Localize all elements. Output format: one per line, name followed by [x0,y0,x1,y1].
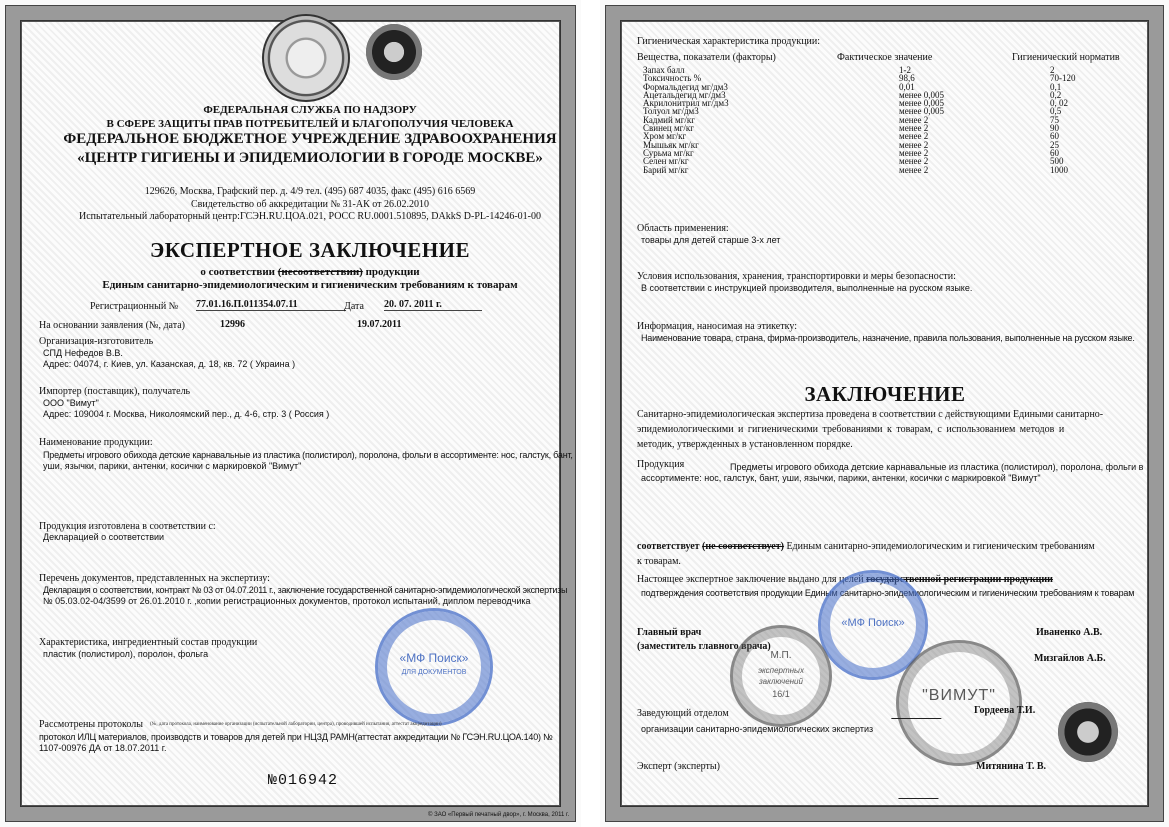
manufacturer-address: Адрес: 04074, г. Киев, ул. Казанская, д. 18, кв. 72 ( Украина ) [43,359,296,369]
registration-number: 77.01.16.П.011354.07.11 [196,299,346,311]
seal-emblem-icon [366,24,422,80]
conclusion-line-2: эпидемиологическими и гигиеническими требованиями к товарам, с использованием методов и [637,424,1065,435]
document-subtitle [40,266,580,278]
chief-name-2: Мизгайлов А.Б. [1034,653,1106,664]
application-number: 12996 [220,319,245,330]
experts-stamp-icon [730,625,832,727]
row-actual: менее 2 [899,114,929,125]
protocols-line-2: 1107-00976 ДА от 18.07.2011 г. [39,743,167,753]
row-name: Мышьяк мг/кг [643,139,699,150]
row-name: Запах балл [643,65,685,75]
conclusion-line-1: Санитарно-эпидемиологическая экспертиза проведена в соответствии с действующими Едиными санитарно- [637,409,1104,420]
importer-address: Адрес: 109004 г. Москва, Николоямский пер., д. 4-6, стр. 3 ( Россия ) [43,409,330,419]
row-actual: менее 2 [899,131,929,142]
complies-word: соответствует [637,541,700,552]
issued-struck: государственной регистрации продукции [866,574,1053,585]
row-name: Хром мг/кг [643,131,687,142]
subtitle-struck: (несоответствии) [277,266,363,278]
issued-pre: Настоящее экспертное заключение выдано для целей [637,574,864,585]
protocols-hint: (№, дата протокола, наименование организации (испытательной лаборатории, центра), проводившей испытания, аттестат аккредитации) [150,722,442,727]
scope-value: товары для детей старше 3-х лет [641,235,781,245]
manufacturer-label: Организация-изготовитель [39,336,154,347]
importer-label: Импортер (поставщик), получатель [39,386,191,397]
product-label-right: Продукция [637,459,685,470]
row-actual: менее 2 [899,123,929,134]
complies-struck: (не соответствует) [702,541,784,552]
row-name: Селен мг/кг [643,156,689,167]
protocols-line-1: протокол ИЛЦ материалов, производств и товаров для детей при НЦЗД РАМН(аттестат аккредитации № ГСЭН.RU.ЦОА.140) № [39,732,553,742]
row-actual: 0,01 [899,81,915,92]
conclusion-title: ЗАКЛЮЧЕНИЕ [804,382,966,406]
table-row [643,166,1130,174]
product-line-1: Предметы игрового обихода детские карнавальные из пластика (полистирол), поролона, фольги в ассортименте: нос, галстук, бант, [43,450,573,460]
row-norm: 0, 02 [1050,98,1068,109]
complies-line-2: к товарам. [637,556,681,567]
product-line-2-right: ассортименте: нос, галстук, бант, уши, язычки, парики, антенки, косички с маркировкой "Вимут" [641,473,1041,483]
row-actual: 98,6 [899,73,915,84]
stamp-sub: ДЛЯ ДОКУМЕНТОВ [401,669,467,676]
mf-poisk-stamp-icon [375,608,493,726]
hygiene-table [643,66,1130,174]
made-label: Продукция изготовлена в соответствии с: [39,521,216,532]
docs-line-1: Декларация о соответствии, контракт № 03 от 04.07.2011 г., заключение государственной санитарно-эпидемиологической экспертизы [43,585,568,595]
conditions-value: В соответствии с инструкцией производителя, выполненные на русском языке. [641,283,973,293]
hygiene-col-substances: Вещества, показатели (факторы) [637,52,776,63]
row-norm: 0,2 [1050,89,1062,100]
document-title: ЭКСПЕРТНОЕ ЗАКЛЮЧЕНИЕ [149,238,471,262]
docs-label: Перечень документов, представленных на экспертизу: [39,573,270,584]
date-label: Дата [344,301,364,312]
row-name: Токсичность % [643,73,702,84]
org-line-1: ФЕДЕРАЛЬНАЯ СЛУЖБА ПО НАДЗОРУ [203,104,417,116]
org-address: 129626, Москва, Графский пер. д. 4/9 тел. (495) 687 4035, факс (495) 616 6569 [144,186,476,197]
application-date: 19.07.2011 [357,319,402,330]
vimut-stamp-label: "ВИМУТ" [922,687,996,704]
subtitle-pre: о соответствии [200,266,275,278]
dept-label: Заведующий отделом [637,708,729,719]
composition-value: пластик (полистирол), поролон, фольга [43,649,209,659]
row-norm: 0,5 [1050,106,1062,117]
row-norm: 60 [1050,131,1059,142]
label-info-label: Информация, наносимая на этикетку: [637,321,797,332]
manufacturer-name: СПД Нефедов В.В. [43,348,123,358]
row-norm: 25 [1050,139,1059,150]
serial-number: №016942 [268,772,339,789]
application-label: На основании заявления (№, дата) [39,320,185,331]
row-actual: менее 2 [899,139,929,150]
hygiene-title: Гигиеническая характеристика продукции: [637,36,821,47]
conclusion-line-3: методик, утвержденных в установленном порядке. [637,439,853,450]
label-info-value: Наименование товара, страна, фирма-производитель, назначение, правила пользования, выполненные на русском языке. [641,333,1135,343]
subtitle-post: продукции [365,266,420,278]
date-value: 20. 07. 2011 г. [384,299,482,311]
row-name: Акрилонитрил мг/дм3 [643,98,729,109]
complies-rest: Единым санитарно-эпидемиологическим и гигиеническим требованиям [786,541,1095,552]
row-norm: 90 [1050,123,1059,134]
expert-name: Митянина Т. В. [976,761,1047,772]
stamp-small-3: 16/1 [772,689,790,699]
right-document-page [600,0,1169,827]
org-line-3: ФЕДЕРАЛЬНОЕ БЮДЖЕТНОЕ УЧРЕЖДЕНИЕ ЗДРАВООХРАНЕНИЯ [63,131,557,147]
importer-name: ООО "Вимут" [43,398,99,408]
protocols-label: Рассмотрены протоколы [39,719,143,730]
row-norm: 60 [1050,147,1059,158]
row-norm: 2 [1050,65,1055,75]
product-label: Наименование продукции: [39,437,153,448]
row-actual: менее 2 [899,164,929,175]
hologram-seal-icon [1058,702,1118,762]
row-norm: 500 [1050,156,1064,167]
hygiene-col-norm: Гигиенический норматив [1012,52,1120,63]
row-actual: менее 2 [899,156,929,167]
row-name: Кадмий мг/кг [643,114,695,125]
row-actual: менее 0,005 [899,106,944,117]
printer-credit: © ЗАО «Первый печатный двор», г. Москва, 2011 г. [428,812,570,818]
org-line-2: В СФЕРЕ ЗАЩИТЫ ПРАВ ПОТРЕБИТЕЛЕЙ И БЛАГОПОЛУЧИЯ ЧЕЛОВЕКА [106,118,514,130]
row-name: Барий мг/кг [643,164,689,175]
chief-name-1: Иваненко А.В. [1036,627,1103,638]
row-norm: 0,1 [1050,81,1062,92]
left-document-page [0,0,581,827]
row-name: Формальдегид мг/дм3 [643,81,728,92]
document-subtitle-2: Единым санитарно-эпидемиологическим и гигиеническим требованиям к товарам [102,279,518,291]
stamp-small-1: экспертных [758,666,804,675]
row-norm: 75 [1050,114,1059,125]
mp-label: М.П. [770,650,792,661]
chief-label-2: (заместитель главного врача) [637,641,771,652]
hygiene-col-actual: Фактическое значение [837,52,933,63]
row-actual: менее 0,005 [899,98,944,109]
accreditation-certificate: Свидетельство об аккредитации № 31-АК от 26.02.2010 [190,199,430,210]
composition-label: Характеристика, ингредиентный состав продукции [39,637,258,648]
row-actual: менее 2 [899,147,929,158]
row-name: Свинец мг/кг [643,123,694,134]
product-line-2: уши, язычки, парики, антенки, косички с маркировкой "Вимут" [43,461,302,471]
org-line-4: «ЦЕНТР ГИГИЕНЫ И ЭПИДЕМИОЛОГИИ В ГОРОДЕ МОСКВЕ» [77,150,543,166]
row-norm: 70-120 [1050,73,1076,84]
issued-line-2: подтверждения соответствия продукции Единым санитарно-эпидемиологическим и гигиеническим требованиям к товарам [641,588,1135,598]
complies-line-1 [637,541,1095,552]
docs-line-2: № 05.03.02-04/3599 от 26.01.2010 г. ,копии регистрационных документов, протокол испытаний, диплом переводчика [43,596,531,606]
row-name: Толуол мг/дм3 [643,106,699,117]
stamp-label-right: «МФ Поиск» [841,617,905,629]
stamp-small-2: заключений [759,677,803,686]
registration-label: Регистрационный № [90,301,179,312]
row-name: Ацетальдегид мг/дм3 [643,89,726,100]
made-value: Декларацией о соответствии [43,532,165,542]
conditions-label: Условия использования, хранения, транспортировки и меры безопасности: [637,271,956,282]
lab-center: Испытательный лабораторный центр:ГСЭН.RU.ЦОА.021, РОСС RU.0001.510895, DAkkS D-PL-14246-01-00 [79,211,541,222]
chief-label-1: Главный врач [637,627,702,638]
dept-org: организации санитарно-эпидемиологических экспертиз [641,724,874,734]
stamp-label: «МФ Поиск» [399,651,469,665]
expert-label: Эксперт (эксперты) [637,761,720,772]
scope-label: Область применения: [637,223,729,234]
rospotrebnadzor-emblem-icon [262,14,350,102]
row-norm: 1000 [1050,164,1068,175]
row-actual: менее 0,005 [899,89,944,100]
dept-name: Гордеева Т.И. [974,705,1036,716]
row-name: Сурьма мг/кг [643,147,694,158]
row-actual: 1-2 [899,65,911,75]
product-line-1-right: Предметы игрового обихода детские карнавальные из пластика (полистирол), поролона, фольги в [730,462,1144,472]
